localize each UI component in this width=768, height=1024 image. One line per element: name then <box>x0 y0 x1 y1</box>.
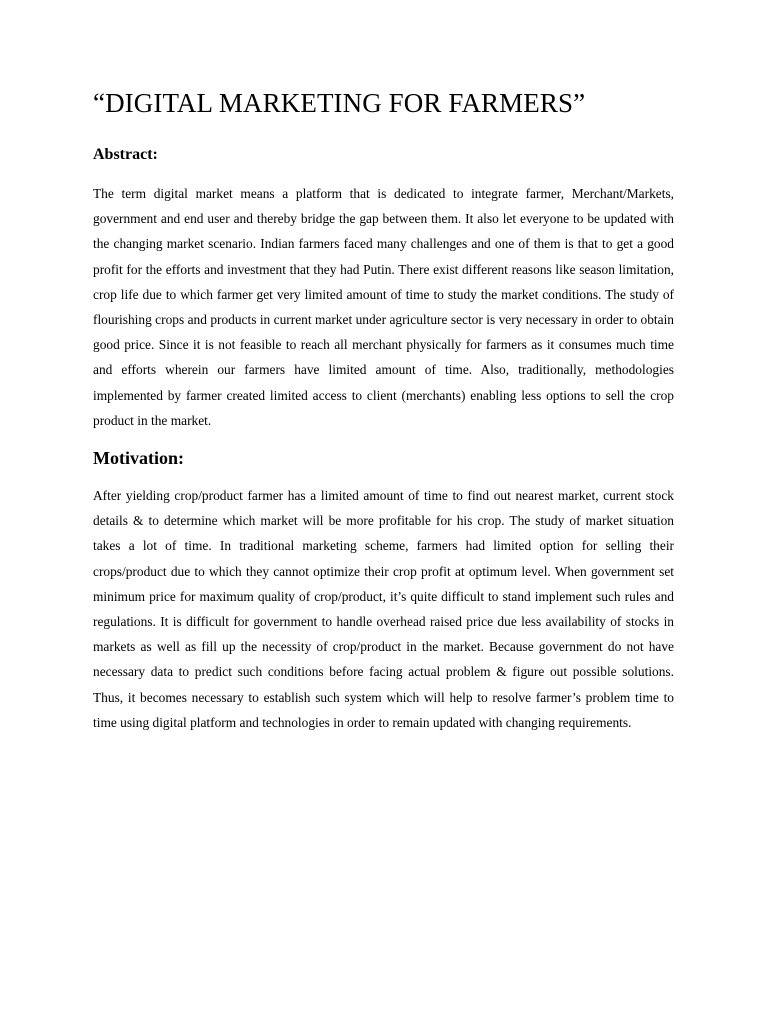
abstract-paragraph: The term digital market means a platform that is dedicated to integrate farmer, Merchant/Markets, government and end user and thereby bridge the gap between them. It also let everyone to be updated with the changing market scenario. Indian farmers faced many challenges and one of them is that to get a good profit for the efforts and investment that they had Putin. There exist different reasons like season limitation, crop life due to which farmer get very limited amount of time to study the market conditions. The study of flourishing crops and products in current market under agriculture sector is very necessary in order to obtain good price. Since it is not feasible to reach all merchant physically for farmers as it consumes much time and efforts wherein our farmers have limited amount of time. Also, traditionally, methodologies implemented by farmer created limited access to client (merchants) enabling less options to sell the crop product in the market. <box>93 186 674 428</box>
motivation-heading: Motivation: <box>93 448 184 469</box>
document-page <box>93 86 674 735</box>
motivation-paragraph: After yielding crop/product farmer has a limited amount of time to find out nearest market, current stock details & to determine which market will be more profitable for his crop. The study of market situation takes a lot of time. In traditional marketing scheme, farmers had limited option for selling their crops/product due to which they cannot optimize their crop profit at optimum level. When government set minimum price for maximum quality of crop/product, it’s quite difficult to stand implement such rules and regulations. It is difficult for government to handle overhead raised price due less availability of stocks in markets as well as fill up the necessity of crop/product in the market. Because government do not have necessary data to predict such conditions before facing actual problem & figure out possible solutions. Thus, it becomes necessary to establish such system which will help to resolve farmer’s problem time to time using digital platform and technologies in order to remain updated with changing requirements. <box>93 488 674 730</box>
abstract-heading: Abstract: <box>93 146 158 163</box>
document-title: “DIGITAL MARKETING FOR FARMERS” <box>93 88 586 118</box>
